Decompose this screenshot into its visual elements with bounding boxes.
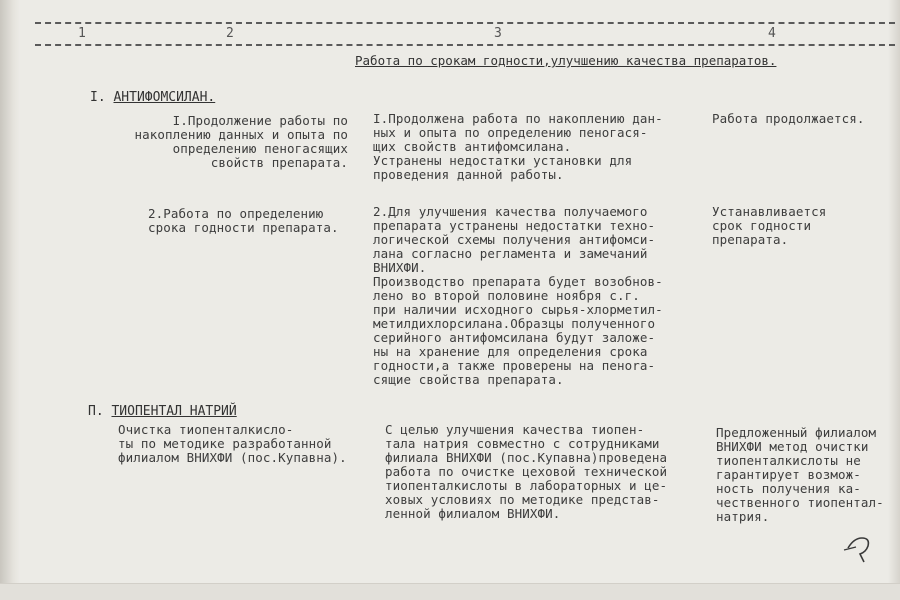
section-title-2 [88, 404, 237, 419]
section-name: АНТИФОМСИЛАН. [113, 90, 216, 105]
page-bottom-edge [0, 583, 900, 600]
section-2-row-1-col-4: Предложенный филиалом ВНИХФИ метод очистки тиопенталкислоты не гарантирует возмож- ность получения ка- чественного тиопентал- натрия. [716, 425, 884, 524]
table-title: Работа по срокам годности,улучшению качества препаратов. [355, 53, 777, 68]
section-title-1 [90, 90, 215, 105]
section-number: П. [88, 404, 104, 419]
section-name: ТИОПЕНТАЛ НАТРИЙ [111, 404, 237, 419]
binding-edge [0, 0, 20, 600]
section-1-row-2-col-2: 2.Работа по определению срока годности препарата. [148, 206, 339, 235]
section-1-row-1-col-4: Работа продолжается. [712, 111, 865, 126]
column-number-2: 2 [226, 26, 234, 41]
section-2-row-1-col-3: С целью улучшения качества тиопен- тала натрия совместно с сотрудниками филиала ВНИХФИ (пос.Купавна)проведена работа по очистке цеховой технической тиопенталкислоты в лабораторных и це- ховых условиях по методике представ- ленной филиалом ВНИХФИ. [385, 422, 668, 521]
header-rule-top [35, 22, 895, 24]
section-1-row-2-col-4: Устанавливается срок годности препарата. [712, 204, 827, 247]
section-1-row-1-col-3: I.Продолжена работа по накоплению дан- ных и опыта по определению пеногася- щих свойств антифомсилана. Устранены недостатки установки для проведения данной работы. [373, 111, 663, 182]
column-number-3: 3 [494, 26, 502, 41]
section-2-row-1-col-2: Очистка тиопенталкисло- ты по методике разработанной филиалом ВНИХФИ (пос.Купавна). [118, 422, 347, 465]
section-1-row-2-col-3: 2.Для улучшения качества получаемого препарата устранены недостатки техно- логической схемы получения антифомси- лана согласно регламента и замечаний ВНИХФИ. Производство препарата будет возобнов- лено во второй половине ноября с.г. при наличии исходного сырья-хлорметил- метилдихлорсилана.Образцы полученного серийного антифомсилана будут заложе- ны на хранение для определения срока годности,а также проверены на пеноrа- сящие свойства препарата. [373, 204, 663, 387]
section-1-row-1-col-2: I.Продолжение работы по накоплению данных и опыта по определению пеногасящих свойств препарата. [134, 113, 348, 170]
handwritten-mark-icon [840, 528, 880, 568]
column-number-4: 4 [768, 26, 776, 41]
column-number-1: 1 [78, 26, 86, 41]
header-rule-bottom [35, 44, 895, 46]
section-number: I. [90, 90, 106, 105]
